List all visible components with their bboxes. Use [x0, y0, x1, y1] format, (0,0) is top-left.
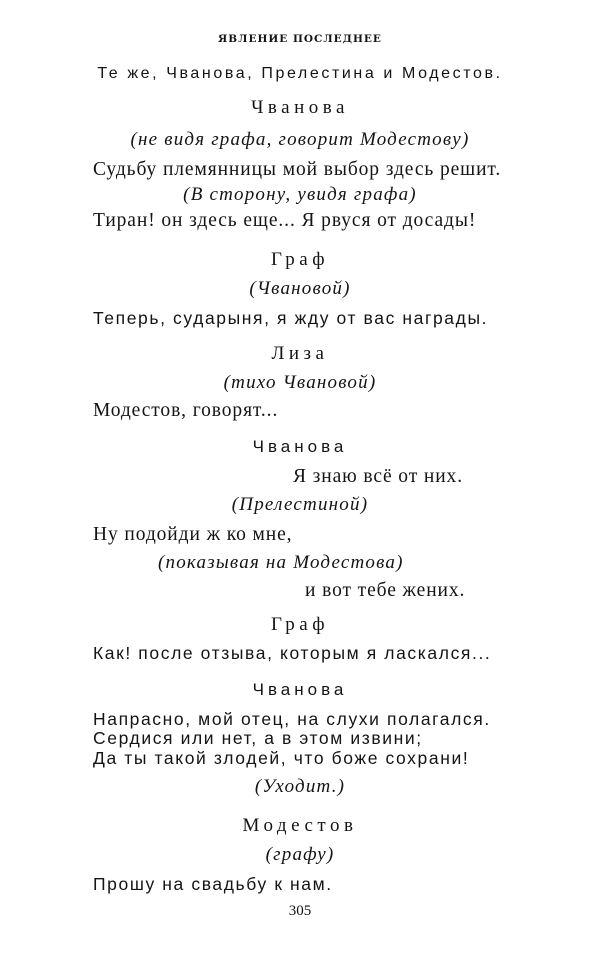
verse-line: Ну подойди ж ко мне,: [93, 524, 293, 545]
verse-line: Модестов, говорят...: [93, 400, 279, 421]
speaker-chvanova: Чванова: [252, 680, 348, 699]
verse-line: Я знаю всё от них.: [293, 466, 463, 487]
stage-direction: (Чвановой): [249, 278, 351, 299]
speaker-graf: Граф: [270, 249, 330, 270]
cast-line: Те же, Чванова, Прелестина и Модестов.: [97, 65, 503, 82]
stage-direction: (не видя графа, говорит Модестову): [130, 129, 470, 150]
verse-line: Прошу на свадьбу к нам.: [93, 874, 333, 894]
verse-line: Напрасно, мой отец, на слухи полагался.: [93, 709, 491, 729]
stage-direction: (показывая на Модестова): [158, 552, 404, 573]
stage-direction: (тихо Чвановой): [223, 372, 377, 393]
stage-direction: (В сторону, увидя графа): [183, 184, 417, 205]
verse-line: Судьбу племянницы мой выбор здесь решит.: [93, 159, 502, 180]
stage-direction: (Прелестиной): [231, 494, 369, 515]
stage-direction: (Уходит.): [254, 776, 346, 797]
verse-line: Теперь, сударыня, я жду от вас награды.: [93, 308, 489, 328]
speaker-liza: Лиза: [271, 343, 329, 364]
verse-line: Да ты такой злодей, что боже сохрани!: [93, 748, 470, 768]
speaker-graf: Граф: [270, 614, 330, 635]
verse-line: Тиран! он здесь еще... Я рвуся от досады!: [93, 210, 477, 231]
scene-heading: ЯВЛЕНИЕ ПОСЛЕДНЕЕ: [218, 33, 382, 45]
verse-line: Как! после отзыва, которым я ласкался...: [93, 643, 492, 663]
speaker-chvanova: Чванова: [252, 437, 348, 456]
speaker-chvanova: Чванова: [251, 97, 349, 118]
page-number: 305: [288, 903, 312, 919]
verse-line: и вот тебе жених.: [305, 580, 466, 601]
stage-direction: (графу): [265, 844, 335, 865]
verse-line: Сердися или нет, а в этом извини;: [93, 728, 423, 748]
speaker-modestov: Модестов: [242, 815, 358, 836]
